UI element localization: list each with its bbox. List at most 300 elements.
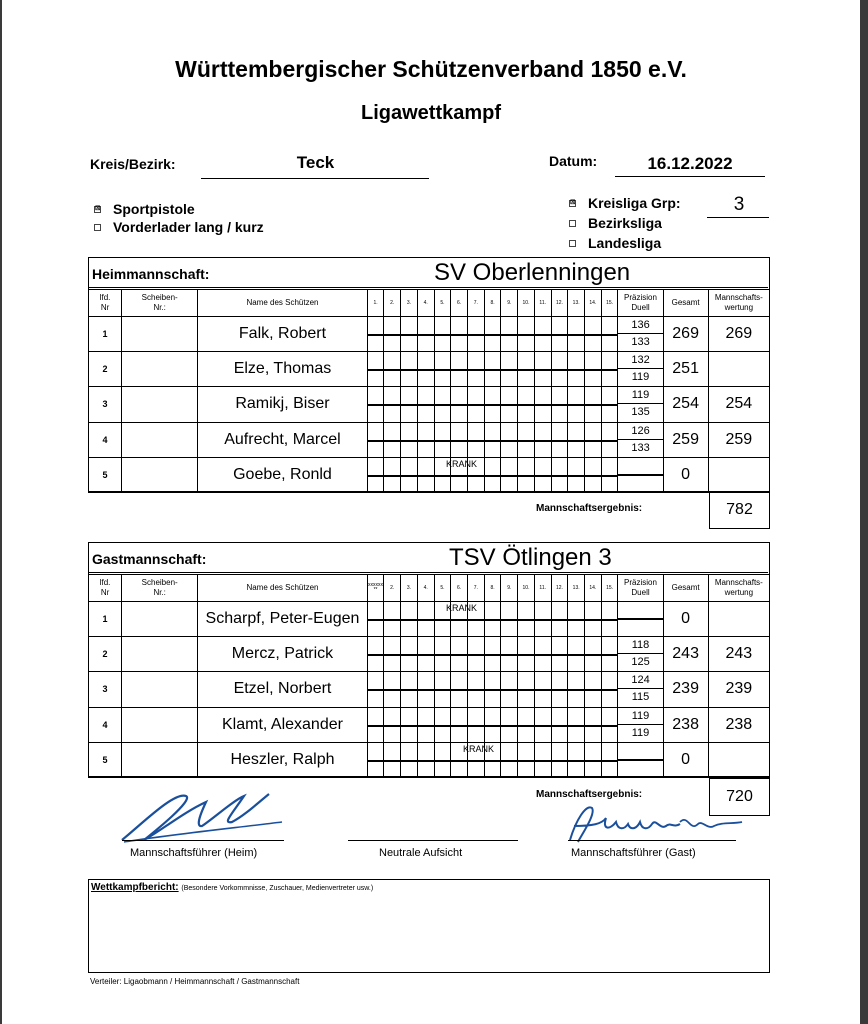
document-subtitle: Ligawettkampf [360,102,502,124]
col-header-shot: 4. [417,575,434,602]
shot-divider-line [535,440,551,442]
shot-cell [518,317,535,352]
shot-divider-line [568,654,584,656]
shot-cell [568,422,585,457]
shot-cell [467,352,484,387]
col-header-duell-text: Duell [631,303,650,312]
total-score: 254 [663,387,708,422]
team-score: 243 [708,637,769,672]
shot-divider-line [435,404,451,406]
guest-result-value: 720 [709,778,770,816]
shot-cell [484,457,501,492]
shot-cell [417,672,434,707]
home-team-label: Heimmannschaft: [92,266,210,282]
shot-cell [551,352,568,387]
shot-divider-line [568,475,584,477]
col-header-lfd-text: lfd. [99,293,111,302]
shot-cell [484,672,501,707]
shot-divider-line [401,475,417,477]
shot-divider-line [602,475,618,477]
discipline-label: Sportpistole [113,201,195,217]
shot-divider-line [401,760,417,762]
shot-divider-line [585,725,601,727]
league-group-underline [707,217,769,218]
col-header-name: Name des Schützen [198,290,367,317]
shot-divider-line [451,334,467,336]
shot-cell [534,387,551,422]
duel-value: 135 [631,406,650,419]
shot-divider-line [501,619,517,621]
shot-cell [568,317,585,352]
shot-cell [501,352,518,387]
shot-divider-line [435,689,451,691]
home-team-header [89,258,768,288]
precision-duel-cell [618,672,663,707]
col-header-gesamt: Gesamt [663,575,708,602]
shot-cell [551,457,568,492]
datum-value: 16.12.2022 [647,154,733,173]
col-header-wertung-text: wertung [724,303,754,312]
shot-cell [518,707,535,742]
total-score: 259 [663,422,708,457]
precision-divider [618,474,662,476]
shot-divider-line [368,440,384,442]
shot-divider-line [535,404,551,406]
report-heading [91,882,373,893]
shot-cell [367,742,384,777]
datum-label: Datum: [549,153,598,169]
shot-divider-line [468,334,484,336]
shot-cell [484,317,501,352]
shot-cell [501,637,518,672]
shot-cell [467,707,484,742]
shot-divider-line [518,475,534,477]
shot-divider-line [418,475,434,477]
shot-cell [434,742,451,777]
league-kreisliga [569,193,681,213]
shot-divider-line [401,334,417,336]
shot-cell [417,742,434,777]
duel-value: 133 [631,441,650,454]
shot-divider-line [468,654,484,656]
precision-duel-cell [618,457,663,492]
row-scheiben-nr [122,422,198,457]
total-score: 0 [663,742,708,777]
col-header-shot: 5. [434,290,451,317]
datum-underline [615,176,765,177]
shot-divider-line [451,689,467,691]
shot-cell [568,387,585,422]
kreis-value: Teck [296,153,335,172]
team-score: 259 [708,422,769,457]
shot-divider-line [368,404,384,406]
shot-cell [367,602,384,637]
shot-cell [384,707,401,742]
shot-cell [384,742,401,777]
shot-cell [568,672,585,707]
shot-divider-line [585,475,601,477]
shot-divider-line [384,475,400,477]
shot-divider-line [418,334,434,336]
shooter-name: Klamt, Alexander [198,707,367,742]
col-header-lfd [89,575,122,602]
shot-cell [518,637,535,672]
shot-divider-line [535,334,551,336]
row-number: 2 [89,637,122,672]
shot-divider-line [552,440,568,442]
shot-divider-line [435,475,451,477]
shot-divider-line [602,619,618,621]
shot-cell [585,387,602,422]
shot-cell [434,317,451,352]
shot-cell [451,352,468,387]
shot-divider-line [451,369,467,371]
shot-cell [401,637,418,672]
shot-cell [501,602,518,637]
discipline-label: Vorderlader lang / kurz [113,219,264,235]
shot-cell [451,707,468,742]
shot-divider-line [518,334,534,336]
col-header-shot: 10. [518,575,535,602]
home-result-value: 782 [709,491,770,529]
shot-divider-line [501,334,517,336]
col-header-gesamt: Gesamt [663,290,708,317]
team-score [708,602,769,637]
shot-divider-line [451,404,467,406]
shot-cell [384,672,401,707]
shot-divider-line [602,440,618,442]
shot-divider-line [585,334,601,336]
shot-divider-line [602,654,618,656]
shot-divider-line [552,725,568,727]
shot-divider-line [585,654,601,656]
col-header-shot: 5. [434,575,451,602]
shot-divider-line [602,334,618,336]
shot-cell [484,352,501,387]
shot-cell [534,457,551,492]
shot-divider-line [451,440,467,442]
duel-value: 115 [631,691,650,704]
table-header-row [89,290,770,317]
shot-divider-line [485,334,501,336]
sick-note: KRANK [463,744,495,754]
shot-cell [484,387,501,422]
col-header-scheiben-nr-text: Nr.: [153,303,166,312]
shot-divider-line [468,440,484,442]
shot-divider-line [384,619,400,621]
shot-divider-line [368,475,384,477]
shot-divider-line [401,689,417,691]
shot-cell [601,742,618,777]
home-result-label: Mannschaftsergebnis: [536,503,643,514]
shot-divider-line [585,404,601,406]
shot-cell [501,707,518,742]
row-number: 5 [89,457,122,492]
col-header-shot: 2. [384,575,401,602]
shot-divider-line [401,654,417,656]
shot-divider-line [384,369,400,371]
shot-divider-line [535,369,551,371]
score-sheet [2,0,860,1024]
precision-value: 119 [618,387,662,404]
col-header-praezision [618,290,663,317]
table-header-row [89,575,770,602]
discipline-vorderlader [94,218,264,236]
shot-divider-line [535,725,551,727]
shot-divider-line [485,760,501,762]
row-scheiben-nr [122,707,198,742]
shot-cell [451,387,468,422]
shot-cell [551,707,568,742]
shot-cell [367,387,384,422]
shot-divider-line [602,725,618,727]
shot-cell [518,457,535,492]
total-score: 269 [663,317,708,352]
shot-divider-line [435,725,451,727]
shot-cell [551,637,568,672]
shot-cell [401,387,418,422]
sick-note: KRANK [446,603,478,613]
shot-cell [518,352,535,387]
row-number: 3 [89,672,122,707]
shot-cell [367,317,384,352]
shot-divider-line [585,440,601,442]
shot-divider-line [552,760,568,762]
shot-cell [384,422,401,457]
shot-divider-line [535,689,551,691]
checkbox-checked-icon: ☒ [570,199,576,206]
shot-divider-line [435,619,451,621]
team-score: 269 [708,317,769,352]
table-row [89,637,770,672]
col-header-duell-text: Duell [631,588,650,597]
shot-cell [467,672,484,707]
shot-divider-line [518,440,534,442]
shot-cell [417,422,434,457]
shot-cell [568,742,585,777]
shot-divider-line [518,619,534,621]
shooter-name: Ramikj, Biser [198,387,367,422]
col-header-wertung [708,575,769,602]
shot-divider-line [501,440,517,442]
shot-cell [417,387,434,422]
shot-cell [384,457,401,492]
col-header-shot: 3. [401,575,418,602]
shot-cell [585,602,602,637]
checkbox-empty-icon [569,240,576,247]
shot-cell [551,387,568,422]
total-score: 238 [663,707,708,742]
col-header-shot: 11. [534,575,551,602]
table-row [89,742,770,777]
col-header-shot: 7. [467,290,484,317]
shot-divider-line [435,440,451,442]
shot-divider-line [602,369,618,371]
shot-divider-line [518,689,534,691]
precision-duel-cell [618,387,663,422]
shot-cell [417,352,434,387]
shot-cell [467,637,484,672]
shot-cell [401,352,418,387]
shot-divider-line [485,369,501,371]
col-header-mannschaft-text: Mannschafts- [714,293,763,302]
shot-cell [384,637,401,672]
shot-cell [484,707,501,742]
shot-cell [467,387,484,422]
shot-divider-line [401,440,417,442]
shot-cell [417,707,434,742]
col-header-shot: 9. [501,290,518,317]
guest-result-label: Mannschaftsergebnis: [536,789,643,800]
duel-value: 119 [631,371,650,384]
shot-divider-line [468,725,484,727]
shot-cell [551,672,568,707]
shot-cell [451,637,468,672]
league-label: Bezirksliga [588,215,662,231]
precision-value: 136 [618,317,662,334]
team-score [708,742,769,777]
shot-cell [367,637,384,672]
team-score [708,352,769,387]
team-score: 238 [708,707,769,742]
neutral-signature-line [348,840,518,841]
shot-cell [601,637,618,672]
home-signature-line [122,840,284,841]
shot-cell [367,672,384,707]
shot-divider-line [568,619,584,621]
shot-divider-line [401,404,417,406]
shot-cell [451,672,468,707]
shot-cell [501,422,518,457]
shot-divider-line [384,760,400,762]
guest-team-label: Gastmannschaft: [92,551,207,567]
shot-cell [367,422,384,457]
shot-divider-line [602,760,618,762]
checkbox-empty-icon [569,220,576,227]
shot-divider-line [384,334,400,336]
shot-divider-line [468,475,484,477]
row-number: 1 [89,317,122,352]
row-scheiben-nr [122,637,198,672]
row-scheiben-nr [122,672,198,707]
shot-cell [534,742,551,777]
shot-cell [568,637,585,672]
duel-value: 125 [631,656,650,669]
shot-cell [401,742,418,777]
shot-divider-line [552,475,568,477]
col-header-shot: 2. [384,290,401,317]
shot-divider-line [552,369,568,371]
shot-divider-line [501,654,517,656]
shot-cell [568,707,585,742]
shot-divider-line [501,725,517,727]
shot-cell [401,672,418,707]
shot-cell [434,387,451,422]
shot-divider-line [368,689,384,691]
shot-divider-line [368,760,384,762]
shot-divider-line [451,475,467,477]
shooter-name: Heszler, Ralph [198,742,367,777]
guest-signature-line [568,840,736,841]
checkbox-empty-icon [94,224,101,231]
shot-divider-line [568,334,584,336]
table-row [89,352,770,387]
shot-divider-line [535,654,551,656]
shot-cell [585,672,602,707]
col-header-shot: 8. [484,290,501,317]
shot-cell [585,457,602,492]
shot-cell [601,387,618,422]
row-number: 1 [89,602,122,637]
shot-divider-line [418,619,434,621]
precision-duel-cell [618,707,663,742]
shot-cell [585,352,602,387]
shooter-name: Falk, Robert [198,317,367,352]
col-header-scheiben-text: Scheiben- [141,293,178,302]
document-title: Württembergischer Schützenverband 1850 e.V. [175,56,687,82]
shot-divider-line [552,654,568,656]
table-row [89,317,770,352]
shot-cell [585,637,602,672]
shot-divider-line [468,689,484,691]
shot-divider-line [435,760,451,762]
shot-divider-line [485,654,501,656]
col-header-shot: 13. [568,575,585,602]
shot-divider-line [418,369,434,371]
col-header-shot: xxxxxx ** [367,575,384,602]
shot-divider-line [568,369,584,371]
shot-divider-line [418,725,434,727]
col-header-shot: 9. [501,575,518,602]
total-score: 243 [663,637,708,672]
shooter-name: Mercz, Patrick [198,637,367,672]
shot-divider-line [485,404,501,406]
shot-divider-line [451,725,467,727]
shot-cell [417,317,434,352]
league-landesliga [569,233,681,253]
report-hint: (Besondere Vorkommnisse, Zuschauer, Medienvertreter usw.) [181,885,374,892]
shot-divider-line [418,689,434,691]
col-header-shot: 12. [551,575,568,602]
shot-cell [585,707,602,742]
col-header-shot: 14. [585,290,602,317]
shot-divider-line [435,654,451,656]
col-header-praezision [618,575,663,602]
precision-value: 124 [618,672,662,689]
shot-divider-line [418,760,434,762]
col-header-scheiben [122,575,198,602]
precision-divider [618,618,662,620]
col-header-shot: 8. [484,575,501,602]
shot-cell [568,352,585,387]
competition-report-box [88,879,770,973]
shot-divider-line [568,725,584,727]
team-score [708,457,769,492]
league-bezirksliga [569,213,681,233]
table-row [89,457,770,492]
home-score-table [88,289,770,493]
guest-team-name: TSV Ötlingen 3 [449,544,612,571]
shot-cell [551,742,568,777]
home-team-name: SV Oberlenningen [434,259,631,286]
shot-divider-line [552,334,568,336]
shot-divider-line [585,619,601,621]
shot-cell [484,422,501,457]
col-header-shot: 6. [451,290,468,317]
shot-cell [534,672,551,707]
shot-divider-line [568,404,584,406]
shot-cell [434,352,451,387]
